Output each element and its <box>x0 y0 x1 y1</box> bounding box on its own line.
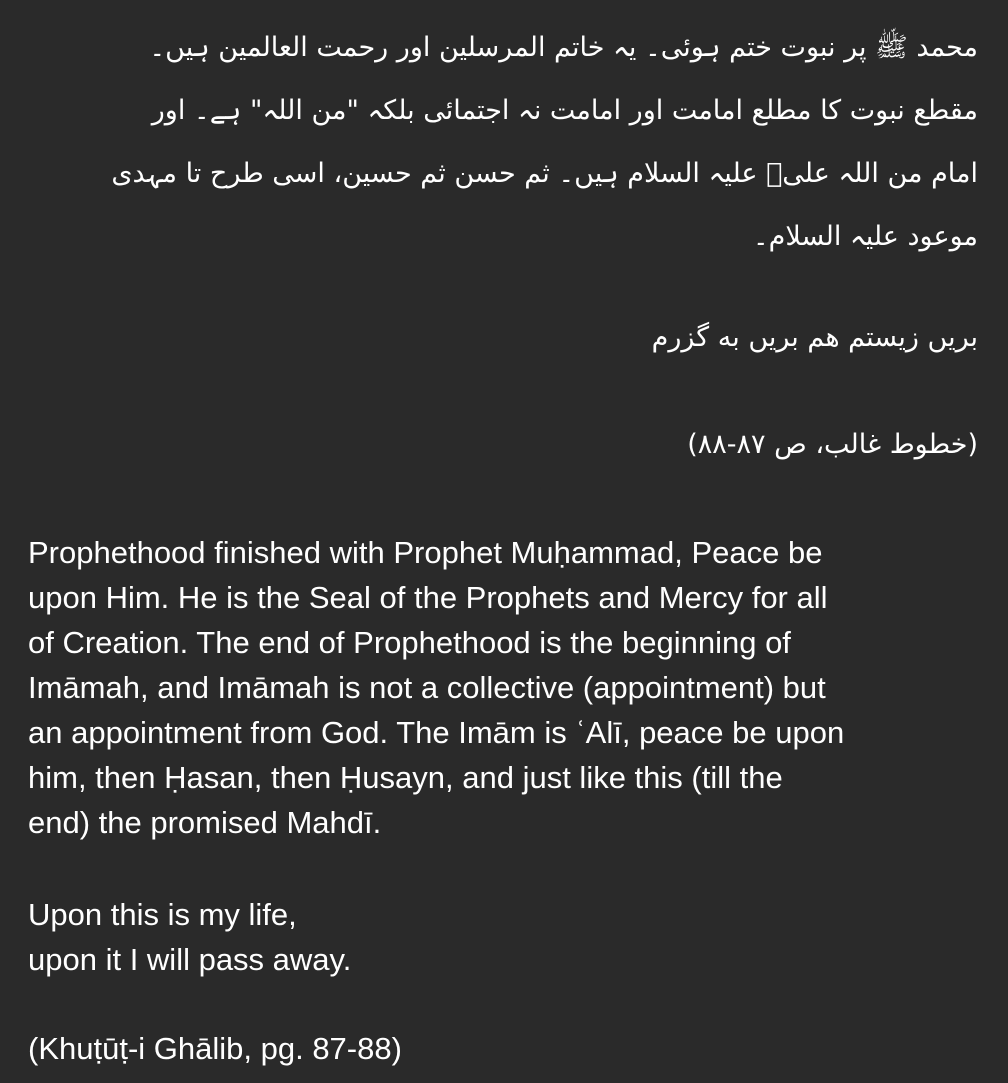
urdu-line: مقطع نبوت کا مطلع امامت اور امامت نہ اجتمائی بلکہ "من اللہ" ہے۔ اور <box>151 95 978 126</box>
english-citation: (Khuṭūṭ-i Ghālib, pg. 87-88) <box>28 1031 402 1066</box>
english-verse <box>28 892 988 982</box>
english-verse-line: upon it I will pass away. <box>28 942 352 977</box>
english-line: Prophethood finished with Prophet Muḥammad, Peace be <box>28 535 823 570</box>
english-line: of Creation. The end of Prophethood is the beginning of <box>28 625 791 660</box>
english-line: upon Him. He is the Seal of the Prophets and Mercy for all <box>28 580 828 615</box>
urdu-verse: بریں زیستم هم بریں به گزرم <box>651 322 978 353</box>
english-line: Imāmah, and Imāmah is not a collective (appointment) but <box>28 670 826 705</box>
english-paragraph <box>28 530 988 845</box>
english-line: him, then Ḥasan, then Ḥusayn, and just like this (till the <box>28 760 783 795</box>
english-verse-line: Upon this is my life, <box>28 897 297 932</box>
urdu-line: موعود علیہ السلام۔ <box>752 221 978 252</box>
urdu-citation: (خطوط غالب، ص ۸۷-۸۸) <box>687 429 978 460</box>
urdu-paragraph <box>28 16 978 268</box>
urdu-line: محمد ﷺ پر نبوت ختم ہوئی۔ یہ خاتم المرسلین اور رحمت العالمین ہیں۔ <box>149 32 978 63</box>
english-line: an appointment from God. The Imām is ʿAlī, peace be upon <box>28 715 845 750</box>
urdu-line: امام من اللہ علیؑ علیہ السلام ہیں۔ ثم حسن ثم حسین، اسی طرح تا مہدی <box>111 158 978 189</box>
english-line: end) the promised Mahdī. <box>28 805 382 840</box>
